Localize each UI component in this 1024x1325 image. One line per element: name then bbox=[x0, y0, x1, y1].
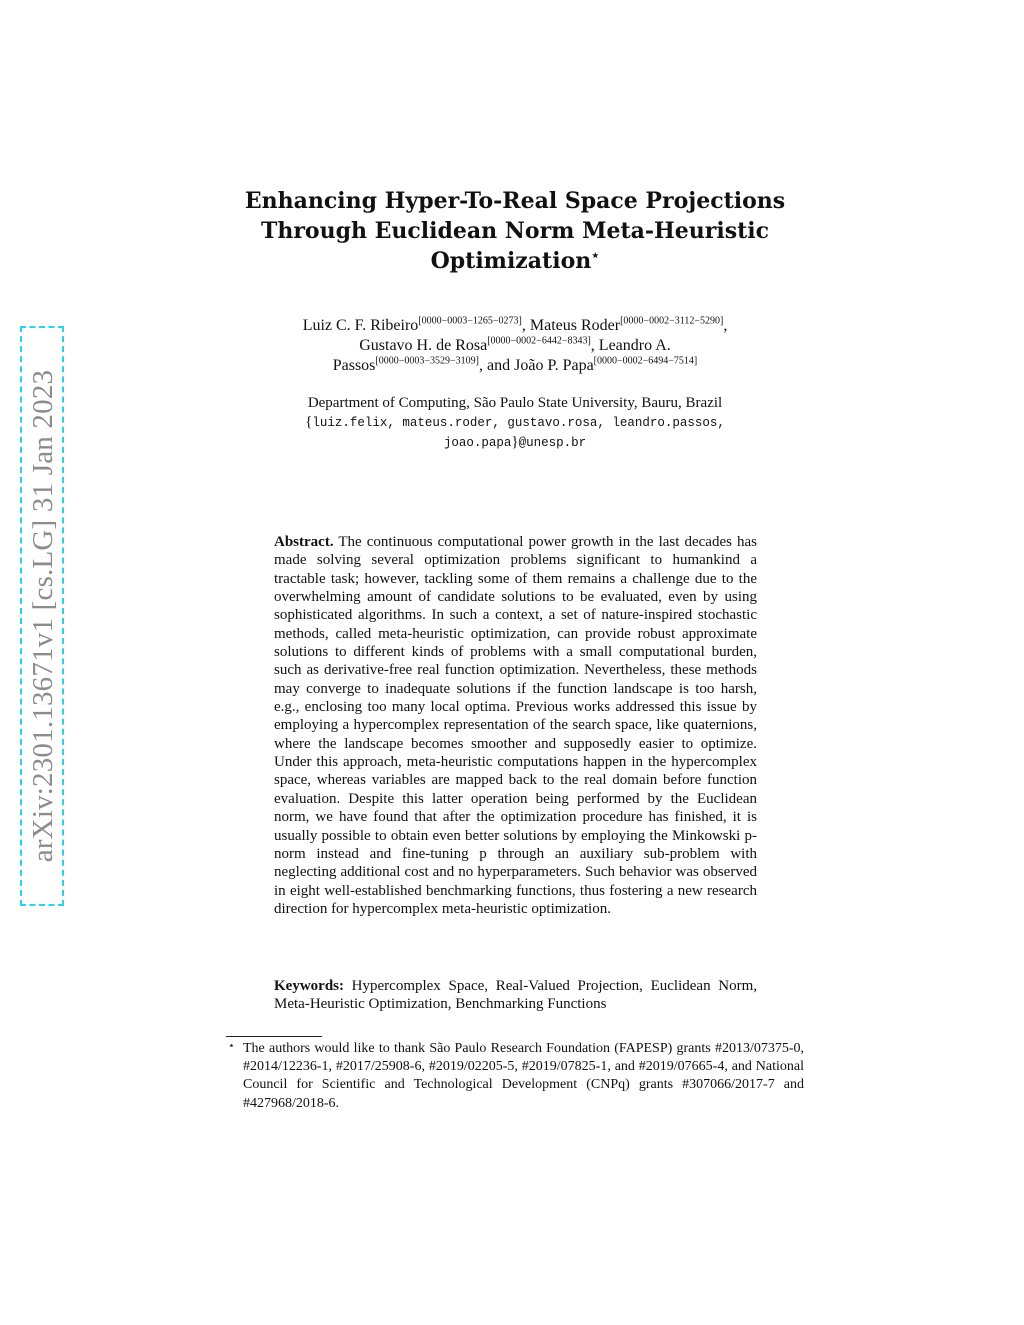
author-orcid: [0000−0003−1265−0273] bbox=[418, 315, 522, 327]
author-line-2 bbox=[230, 336, 800, 356]
author-line-3 bbox=[230, 356, 800, 376]
email-usernames-1: luiz.felix, mateus.roder, gustavo.rosa, leandro.passos, bbox=[312, 416, 725, 430]
footnote bbox=[228, 1040, 804, 1113]
author-line-1 bbox=[230, 316, 800, 336]
title-line-3-text: Optimization bbox=[430, 248, 592, 274]
title-line-3 bbox=[230, 246, 800, 276]
keywords-label: Keywords: bbox=[274, 978, 344, 994]
paper-title bbox=[230, 186, 800, 276]
email-line-2 bbox=[230, 433, 800, 453]
abstract-label: Abstract. bbox=[274, 534, 334, 550]
email-close-brace: } bbox=[511, 434, 519, 450]
email-list bbox=[230, 413, 800, 453]
footnote-text: The authors would like to thank São Paulo Research Foundation (FAPESP) grants #2013/07375-0, #2014/12236-1, #2017/25908-6, #2019/02205-5, #2019/07825-1, and #2019/07665-4, and National Council for Scientific and Technological Development (CNPq) grants #307066/2017-7 and #427968/2018-6. bbox=[243, 1041, 804, 1111]
author-separator: , Leandro A. bbox=[590, 337, 671, 354]
author-name: Luiz C. F. Ribeiro bbox=[302, 317, 419, 334]
title-line-2: Through Euclidean Norm Meta-Heuristic bbox=[260, 218, 770, 244]
email-open-brace: { bbox=[305, 414, 313, 430]
author-separator: , bbox=[723, 317, 728, 334]
author-orcid: [0000−0002−6442−8343] bbox=[487, 335, 591, 347]
author-name: Mateus Roder bbox=[529, 317, 621, 334]
footnote-mark: ⋆ bbox=[228, 1040, 235, 1052]
arxiv-identifier: arXiv:2301.13671v1 [cs.LG] 31 Jan 2023 bbox=[27, 369, 59, 863]
author-list bbox=[230, 316, 800, 376]
footnote-rule bbox=[226, 1036, 322, 1037]
author-name: Passos bbox=[332, 357, 376, 374]
email-line-1 bbox=[230, 413, 800, 433]
author-name: Gustavo H. de Rosa bbox=[359, 337, 488, 354]
author-orcid: [0000−0003−3529−3109] bbox=[375, 355, 479, 367]
keywords bbox=[274, 977, 757, 1014]
affiliation: Department of Computing, São Paulo State University, Bauru, Brazil bbox=[307, 395, 723, 411]
keywords-text: Hypercomplex Space, Real-Valued Projection, Euclidean Norm, Meta-Heuristic Optimization, Benchmarking Functions bbox=[274, 978, 757, 1013]
author-name: João P. Papa bbox=[514, 357, 594, 374]
author-separator: , bbox=[521, 317, 530, 334]
author-separator: , and bbox=[479, 357, 515, 374]
author-orcid: [0000−0002−3112−5290] bbox=[620, 315, 724, 327]
email-domain: @unesp.br bbox=[518, 436, 587, 450]
abstract bbox=[274, 533, 757, 918]
author-orcid: [0000−0002−6494−7514] bbox=[593, 355, 698, 367]
email-usernames-2: joao.papa bbox=[443, 436, 512, 450]
title-line-1: Enhancing Hyper-To-Real Space Projections bbox=[244, 188, 786, 214]
title-footnote-mark: ⋆ bbox=[591, 248, 600, 264]
abstract-text: The continuous computational power growth in the last decades has made solving several optimization problems significant to humankind a tractable task; however, tackling some of them remains a challenge due to the overwhelming amount of candidate solutions to be evaluated, even by using sophisticated algorithms. In such a context, a set of nature-inspired stochastic methods, called meta-heuristic optimization, can provide robust approximate solutions to different kinds of problems with a small computational burden, such as derivative-free real function optimization. Nevertheless, these methods may converge to inadequate solutions if the function landscape is too harsh, e.g., enclosing too many local optima. Previous works addressed this issue by employing a hypercomplex representation of the search space, like quaternions, where the landscape becomes smoother and supposedly easier to optimize. Under this approach, meta-heuristic computations happen in the hypercomplex space, whereas variables are mapped back to the real domain before function evaluation. Despite this latter operation being performed by the Euclidean norm, we have found that after the optimization procedure has finished, it is usually possible to obtain even better solutions by employing the Minkowski p-norm instead and fine-tuning p through an auxiliary sub-problem with neglecting additional cost and no hyperparameters. Such behavior was observed in eight well-established benchmarking functions, thus fostering a new research direction for hypercomplex meta-heuristic optimization. bbox=[274, 534, 757, 917]
